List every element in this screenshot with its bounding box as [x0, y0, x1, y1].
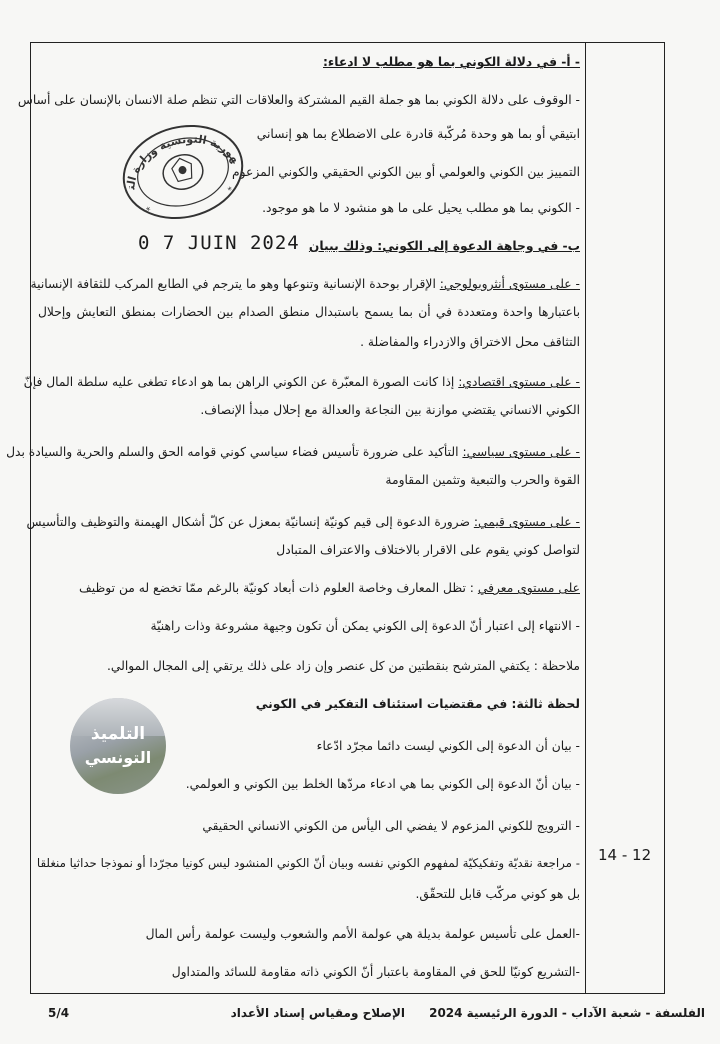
- watermark-logo: [70, 698, 166, 794]
- answer-text: [6, 48, 582, 988]
- section-c-line: - بيان أن الدعوة إلى الكوني ليست دائما مجرّد ادّعاء: [316, 739, 580, 753]
- footer-page-number: 5/4: [48, 1006, 70, 1020]
- pol-label: - على مستوى سياسي:: [462, 445, 580, 459]
- pol-line-2: القوة والحرب والتبعية وتثمين المقاومة: [385, 473, 580, 487]
- logo-text-1: التلميذ: [90, 724, 146, 744]
- values-label: - على مستوى قيمي:: [473, 515, 580, 529]
- logo-text-2: التونسي: [84, 748, 152, 767]
- section-a-heading: - أ- في دلالة الكوني بما هو مطلب لا ادعاء:: [323, 55, 580, 69]
- pol-line-1: [6, 444, 580, 461]
- section-c-heading: لحظة ثالثة: في مقتضيات استئناف التفكير في الكوني: [255, 697, 580, 711]
- date-stamp: 0 7 JUIN 2024: [138, 232, 300, 254]
- know-label: على مستوى معرفي: [477, 581, 580, 595]
- know-line-1: [79, 580, 580, 597]
- section-c-line: -العمل على تأسيس عولمة بديلة هي عولمة الأمم والشعوب وليست عولمة رأس المال: [145, 927, 580, 941]
- note-line: ملاحظة : يكتفي المترشح بنقطتين من كل عنصر وإن زاد على ذلك يرتقي إلى المجال الموالي.: [106, 659, 580, 673]
- svg-text:*: *: [145, 206, 153, 217]
- econ-line-1: [24, 374, 580, 391]
- anthro-line-1: [31, 276, 580, 293]
- score-range: 14 - 12: [598, 846, 652, 864]
- section-a-line: التمييز بين الكوني والعولمي أو بين الكوني الحقيقي والكوني المزعوم: [232, 165, 580, 179]
- econ-text: إذا كانت الصورة المعبّرة عن الكوني الراهن بما هو ادعاء تطغى عليه سلطة المال فإنّ: [23, 375, 455, 389]
- section-c-line: -التشريع كونيّا للحق في المقاومة باعتبار أنّ الكوني ذاته مقاومة للسائد والمتداول: [171, 965, 580, 979]
- conclusion-line: - الانتهاء إلى اعتبار أنّ الدعوة إلى الكوني يمكن أن تكون وجيهة مشروعة وذات راهنيّة: [150, 619, 580, 633]
- econ-label: - على مستوى اقتصادي:: [458, 375, 580, 389]
- section-a-line: - الكوني بما هو مطلب يحيل على ما هو منشود لا ما هو موجود.: [262, 201, 580, 215]
- values-text: ضرورة الدعوة إلى قيم كونيّة إنسانيّة بمعزل عن كلّ أشكال الهيمنة والتوظيف والتأسيس: [26, 515, 470, 529]
- section-a-line: ابتيقي أو بما هو وحدة مُركّبة قادرة على الاضطلاع بما هو إنساني: [256, 127, 580, 141]
- score-column-divider: [585, 42, 586, 994]
- anthro-line-3: التثاقف محل الاختراق والازدراء والمفاضلة .: [360, 335, 580, 349]
- section-a-line: - الوقوف على دلالة الكوني بما هو جملة القيم المشتركة والعلاقات التي تنظم صلة الانسان بالإنسان على أساس: [17, 93, 580, 107]
- section-c-line: - الترويج للكوني المزعوم لا يفضي الى اليأس من الكوني الانساني الحقيقي: [202, 819, 580, 833]
- section-c-line: - بيان أنّ الدعوة إلى الكوني بما هي ادعاء مردّها الخلط بين الكوني و العولمي.: [185, 777, 580, 791]
- section-b-heading: ب- في وجاهة الدعوة إلى الكوني: وذلك ببيان: [308, 239, 580, 253]
- section-c-line: - مراجعة نقديّة وتفكيكيّة لمفهوم الكوني نفسه وبيان أنّ الكوني المنشود ليس كونيا مجرّدا أو نموذجا حداثيا منغلقا: [36, 856, 580, 870]
- econ-line-2: الكوني الانساني يقتضي موازنة بين النجاعة والعدالة مع إحلال مبدأ الإنصاف.: [200, 403, 580, 417]
- footer-exam-info: الفلسفة - شعبة الآداب - الدورة الرئيسية 2024: [429, 1006, 705, 1020]
- anthro-text: الإقرار بوحدة الإنسانية وتنوعها وهو ما يترجم في الطابع المركب للثقافة الإنسانية: [30, 277, 436, 291]
- values-line-2: لتواصل كوني يقوم على الاقرار بالاختلاف والاعتراف المتبادل: [276, 543, 580, 557]
- pol-text: التأكيد على ضرورة تأسيس فضاء سياسي كوني قوامه الحق والسلم والحرية والسيادة بدل: [6, 445, 459, 459]
- anthro-label: - على مستوى أنثروبولوجي:: [439, 277, 580, 291]
- know-text: : تظل المعارف وخاصة العلوم ذات أبعاد كونيّة بالرغم ممّا تخضع له من توظيف: [79, 581, 474, 595]
- stamp-text: الجمهورية التونسية وزارة التربية: [107, 128, 243, 190]
- footer-grading-title: الإصلاح ومقياس إسناد الأعداد: [230, 1006, 405, 1020]
- values-line-1: [26, 514, 580, 531]
- page-footer: [30, 998, 705, 1038]
- anthro-line-2: باعتبارها واحدة ومتعددة في أن بما يسمح باستبدال منطق الصدام بين الحضارات بمنطق التعايش وإحلال: [38, 305, 580, 319]
- section-c-line: بل هو كوني مركّب قابل للتحقّق.: [415, 887, 580, 901]
- svg-text:*: *: [226, 185, 234, 197]
